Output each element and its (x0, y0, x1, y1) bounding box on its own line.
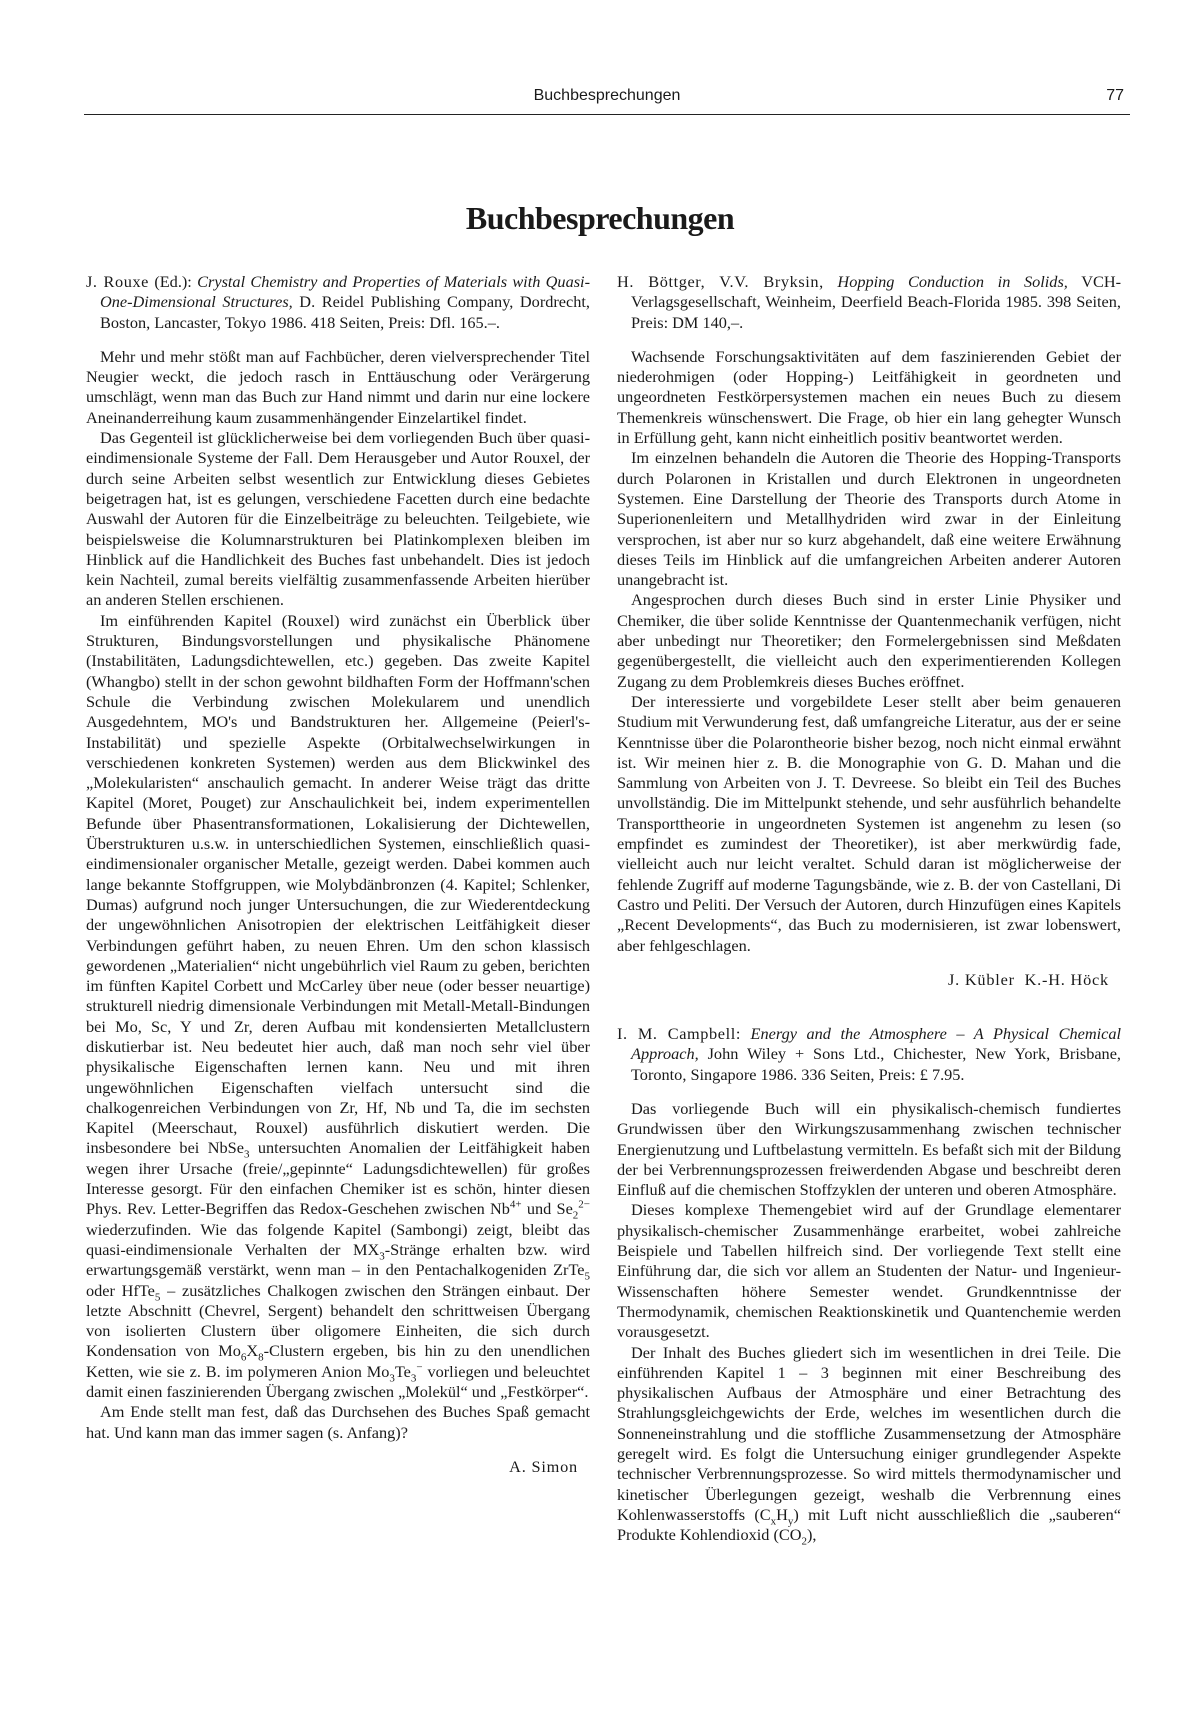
review-paragraph: Mehr und mehr stößt man auf Fachbücher, deren vielversprechender Titel Neugier weckt, die jedoch rasch in Enttäuschung oder Verärgerung umschlägt, wenn man das Buch zur Hand nimmt und darin nur eine lockere Aneinanderreihung kaum zusammenhängender Einzelartikel findet. (86, 346, 590, 427)
reference-editor-note: (Ed.): (149, 272, 198, 291)
reference-details: VCH-Verlagsgesellschaft, Weinheim, Deerfield Beach-Florida 1985. 398 Seiten, Preis: DM 140,–. (631, 272, 1121, 332)
review-reference-campbell (617, 1024, 1121, 1085)
reference-author: I. M. Campbell: (617, 1024, 741, 1044)
review-paragraph: Im einführenden Kapitel (Rouxel) wird zunächst ein Überblick über Strukturen, Bindungsvorstellungen und physikalische Phänomene (Instabilitäten, Ladungsdichtewellen, etc.) gegeben. Das zweite Kapitel (Whangbo) stellt in der schon gewohnt bildhaften Form der Hoffmann'schen Schule die Verbindung zwischen Molekularem und unendlich Ausgedehntem, MO's und Bandstrukturen her. Allgemeine (Peierl's-Instabilität) und spezielle Aspekte (Orbitalwechselwirkungen in verschiedenen konkreten Systemen) werden aus dem Blickwinkel des „Molekularisten“ anschaulich gemacht. In anderer Weise trägt das dritte Kapitel (Moret, Pouget) zur Anschaulichkeit bei, indem experimentellen Befunde über Phasentransformationen, Lokalisierung der Dichtewellen, Überstrukturen u.s.w. in unterschiedlichen Systemen, einschließlich quasi-eindimensionaler organischer Metalle, gezeigt werden. Dabei kommen auch lange bekannte Stoffgruppen, wie Molybdänbronzen (4. Kapitel; Schlenker, Dumas) aufgrund noch junger Untersuchungen, die zur Wiederentdeckung der ungewöhnlichen Anisotropien der elektrischen Leitfähigkeit dieser Verbindungen geführt haben, zu neuen Ehren. Um den schon klassisch gewordenen „Materialien“ nicht ungebührlich viel Raum zu geben, berichten im fünften Kapitel Corbett und McCarley über neue (oder besser neuartige) strukturell niedrig dimensionale Verbindungen mit Metall-Metall-Bindungen bei Mo, Sc, Y und Zr, deren Aufbau mit kondensierten Metallclustern diskutierbar ist. Neu bedeutet hier auch, daß man noch sehr viel über physikalische Eigenschaften lernen kann. Neu und mit ihren ungewöhnlichen Eigenschaften vielfach untersucht sind die chalkogenreichen Verbindungen von Zr, Hf, Nb und Ta, die im sechsten Kapitel (Meerschaut, Rouxel) ausführlich diskutiert werden. Die insbesondere bei NbSe$_3$ untersuchten Anomalien der Leitfähigkeit haben wegen ihrer Ursache (freie/„gepinnte“ Ladungsdichtewellen) für großes Interesse gesorgt. Für den einfachen Chemiker ist es schön, hinter diesen Phys. Rev. Letter-Begriffen das Redox-Geschehen zwischen $Nb^{4+}$ und $Se_2^{2-}$ wiederzufinden. Wie das folgende Kapitel (Sambongi) zeigt, bleibt das quasi-eindimensionale Verhalten der $MX_3$-Stränge erhalten bzw. wird erwartungsgemäß verstärkt, wenn man – in den Pentachalkogeniden ZrTe$_5$ oder HfTe$_5$ – zusätzliches Chalkogen zwischen den Strängen einbaut. Der letzte Abschnitt (Chevrel, Sergent) behandelt den schrittweisen Übergang von isolierten Clustern über oligomere Einheiten, die sich durch Kondensation von $Mo_6X_8$-Clustern ergeben, bis hin zu den unendlichen Ketten, wie sie z. B. im polymeren Anion $Mo_3Te_3^-$ vorliegen und beleuchtet damit einen faszinierenden Übergang zwischen „Molekül“ und „Festkörper“. (86, 610, 591, 1402)
left-column (86, 272, 590, 1477)
reviewer-signature: J. Kübler K.-H. Höck (947, 969, 1109, 989)
review-paragraph: Der interessierte und vorgebildete Leser stellt aber beim genaueren Studium mit Verwunderung fest, daß umfangreiche Literatur, aus der er seine Kenntnisse über die Polarontheorie bisher bezog, noch nicht einmal erwähnt ist. Wir meinen hier z. B. die Monographie von G. D. Mahan und die Sammlung von Arbeiten von J. T. Devreese. So bleibt ein Teil des Buches unvollständig. Die im Mittelpunkt stehende, und sehr ausführlich behandelte Transporttheorie in ungeordneten Systemen ist angenehm zu lesen (so empfindet es zumindest der Theoretiker), ist aber merkwürdig fade, vielleicht auch nur leicht veraltet. Schuld daran ist möglicherweise der fehlende Zugriff auf moderne Tagungsbände, wie z. B. der von Castellani, Di Castro und Peliti. Der Versuch der Autoren, durch Hinzufügen eines Kapitels „Recent Developments“, das Buch zu modernisieren, ist zwar lobenswert, aber fehlgeschlagen. (617, 691, 1121, 955)
review-paragraph: Angesprochen durch dieses Buch sind in erster Linie Physiker und Chemiker, die über solide Kenntnisse der Quantenmechanik verfügen, nicht aber unbedingt nur Theoretiker; den Formelergebnissen sind Meßdaten gegenübergestellt, die vielleicht auch den experimentierenden Kollegen Zugang zu dem Problemkreis dieses Buches eröffnet. (617, 590, 1121, 691)
reference-author: J. Rouxe (86, 272, 150, 291)
reference-book-title: Energy and the Atmosphere – A Physical Chemical Approach, (631, 1024, 1121, 1064)
right-column (617, 272, 1121, 1546)
reference-author: H. Böttger, V.V. Bryksin, (617, 272, 824, 291)
review-reference-boettger (617, 272, 1121, 333)
review-paragraph: Dieses komplexe Themengebiet wird auf der Grundlage elementarer physikalisch-chemischer Zusammenhänge erarbeitet, wobei zahlreiche Beispiele und Tabellen hilfreich sind. Der vorliegende Text stellt eine Einführung dar, die sich vor allem an Studenten der Natur- und Ingenieur-Wissenschaften höhere Semester wendet. Grundkenntnisse der Thermodynamik, chemischen Reaktionskinetik und Quantenchemie werden vorausgesetzt. (617, 1200, 1121, 1342)
page-title: Buchbesprechungen (465, 200, 735, 236)
reference-details: John Wiley + Sons Ltd., Chichester, New York, Brisbane, Toronto, Singapore 1986. 336 Seiten, Preis: £ 7.95. (631, 1044, 1121, 1084)
reference-book-title: Hopping Conduction in Solids, (823, 272, 1068, 291)
reference-details: D. Reidel Publishing Company, Dordrecht, Boston, Lancaster, Tokyo 1986. 418 Seiten, Preis: Dfl. 165.–. (100, 292, 590, 332)
reviewer-signature: A. Simon (509, 1456, 578, 1476)
review-paragraph: Das Gegenteil ist glücklicherweise bei dem vorliegenden Buch über quasi-eindimensionale Systeme der Fall. Dem Herausgeber und Autor Rouxel, der durch seine Arbeiten selbst wesentlich zur Entwicklung dieses Gebietes beigetragen hat, ist es gelungen, verschiedene Facetten durch eine bedachte Auswahl der Autoren für die Einzelbeiträge zu beleuchten. Teilgebiete, wie beispielsweise die Kolumnarstrukturen bei Platinkomplexen bleiben im Hinblick auf die Handlichkeit des Buches fast unbehandelt. Dies ist jedoch kein Nachteil, zumal bereits vielfältig zusammenfassende Arbeiten hierüber an anderen Stellen erschienen. (86, 428, 590, 610)
running-header (84, 84, 1130, 115)
running-title: Buchbesprechungen (533, 87, 681, 104)
review-paragraph: Der Inhalt des Buches gliedert sich im wesentlichen in drei Teile. Die einführenden Kapitel 1 – 3 beginnen mit einer Beschreibung des physikalischen Aufbaus der Atmosphäre und einer Betrachtung des Strahlungsgleichgewichts der Erde, welches im wesentlichen durch die Sonneneinstrahlung und die stoffliche Zusammensetzung der Atmosphäre geregelt wird. Es folgt die Untersuchung einiger grundlegender Aspekte technischer Verbrennungsprozesse. So wird mittels thermodynamischer und kinetischer Überlegungen gezeigt, weshalb die Verbrennung eines Kohlenwasserstoffs $(C_xH_y)$ mit Luft nicht ausschließlich die „sauberen“ Produkte Kohlendioxid $(CO_2)$, (617, 1342, 1121, 1548)
review-paragraph: Im einzelnen behandeln die Autoren die Theorie des Hopping-Transports durch Polaronen in Kristallen und durch Elektronen in ungeordneten Systemen. Eine Darstellung der Theorie des Transports durch Atome in Superionenleitern und Metallhydriden wird zwar in der Einleitung versprochen, ist aber nur so kurz abgehandelt, daß eine weitere Erwähnung dieses Teils im Hinblick auf die umfangreichen Arbeiten anderer Autoren unangebracht ist. (617, 448, 1121, 590)
review-paragraph: Am Ende stellt man fest, daß das Durchsehen des Buches Spaß gemacht hat. Und kann man das immer sagen (s. Anfang)? (86, 1402, 590, 1442)
review-paragraph: Das vorliegende Buch will ein physikalisch-chemisch fundiertes Grundwissen über den Wirkungszusammenhang zwischen technischer Energienutzung und Luftbelastung vermitteln. Es befaßt sich mit der Bildung der bei Verbrennungsprozessen freiwerdenden Abgase und beschreibt deren Einfluß auf die chemischen Stoffzyklen der unteren und oberen Atmosphäre. (617, 1098, 1121, 1200)
page-number: 77 (1106, 87, 1124, 104)
reference-book-title: Crystal Chemistry and Properties of Materials with Quasi-One-Dimensional Structures, (100, 272, 590, 312)
review-paragraph: Wachsende Forschungsaktivitäten auf dem faszinierenden Gebiet der niederohmigen (oder Hopping-) Leitfähigkeit in geordneten und ungeordneten Festkörpersystemen machen ein neues Buch zu diesem Themenkreis wünschenswert. Die Frage, ob hier ein lang gehegter Wunsch in Erfüllung geht, kann nicht einheitlich positiv beantwortet werden. (617, 346, 1121, 448)
review-reference-rouxe (86, 272, 590, 333)
